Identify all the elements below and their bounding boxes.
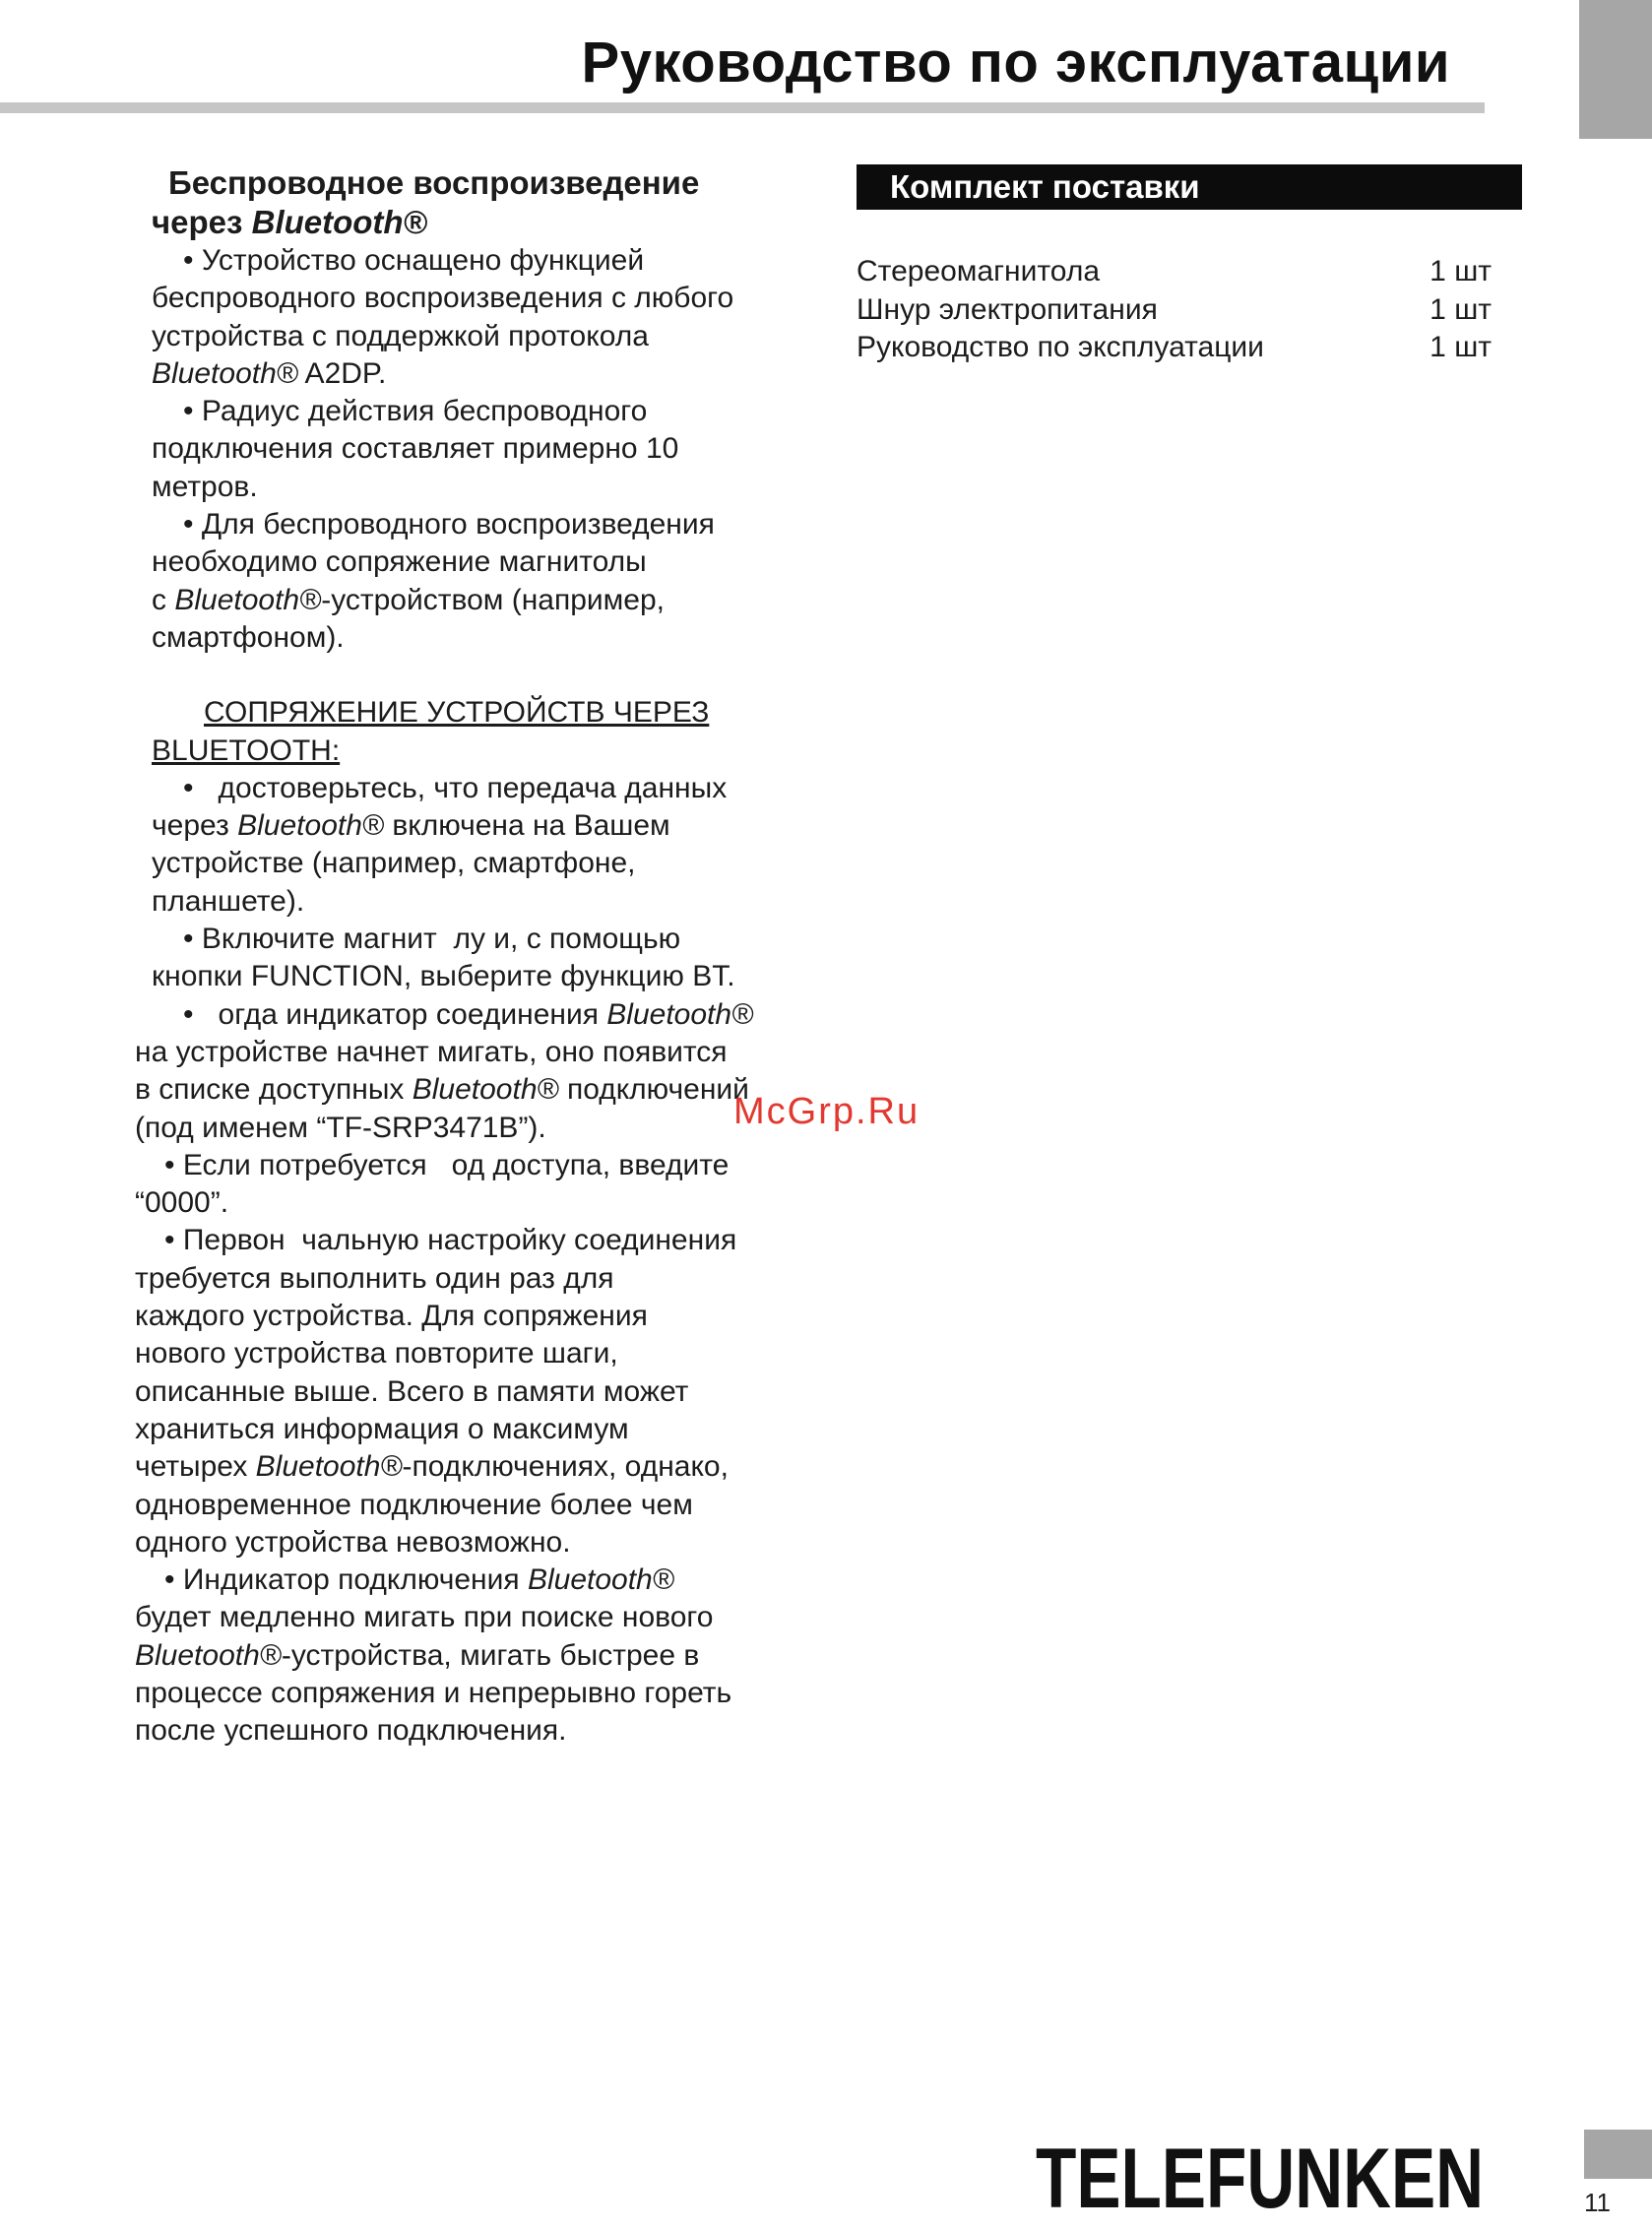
side-tab-bottom bbox=[1584, 2130, 1652, 2179]
text-line: • Если потребуется од доступа, введите bbox=[164, 1148, 730, 1181]
text-line: • Устройство оснащено функцией bbox=[183, 244, 645, 277]
text-line: будет медленно мигать при поиске нового bbox=[135, 1601, 714, 1634]
package-item bbox=[857, 291, 1522, 330]
text-fragment: подключений bbox=[558, 1073, 749, 1107]
header-divider bbox=[0, 102, 1485, 113]
text-line: кнопки FUNCTION, выберите функцию BT. bbox=[152, 960, 735, 993]
text-line: одновременное подключение более чем bbox=[135, 1488, 693, 1521]
text-line: планшете). bbox=[152, 884, 305, 918]
bluetooth-brand: Bluetooth® bbox=[606, 997, 754, 1031]
package-contents bbox=[857, 164, 1522, 367]
text-line: устройства с поддержкой протокола bbox=[152, 319, 649, 352]
bluetooth-section bbox=[135, 163, 841, 1751]
package-item bbox=[857, 253, 1522, 291]
step-select-bt bbox=[152, 921, 841, 996]
section-title-line2 bbox=[152, 203, 841, 242]
text-line bbox=[152, 807, 841, 845]
page-title: Руководство по эксплуатации bbox=[581, 31, 1450, 95]
bullet-pairing-required bbox=[152, 506, 841, 657]
text-line: подключения составляет примерно 10 bbox=[152, 432, 679, 466]
item-name: Шнур электропитания bbox=[857, 292, 1158, 326]
step-enable-bluetooth bbox=[152, 770, 841, 921]
text-fragment: четырех bbox=[135, 1450, 256, 1484]
text-fragment: включена на Вашем bbox=[384, 809, 670, 843]
text-line: • Включите магнит лу и, с помощью bbox=[183, 923, 681, 956]
pairing-heading-line2: BLUETOOTH: bbox=[152, 733, 341, 767]
package-item bbox=[857, 329, 1522, 367]
text-line bbox=[135, 1448, 841, 1486]
text-line: устройстве (например, смартфоне, bbox=[152, 847, 636, 880]
bluetooth-brand: Bluetooth® bbox=[237, 809, 384, 843]
text-line: одного устройства невозможно. bbox=[135, 1525, 571, 1559]
package-contents-heading: Комплект поставки bbox=[857, 164, 1522, 210]
text-line: беспроводного воспроизведения с любого bbox=[152, 282, 734, 315]
item-name: Руководство по эксплуатации bbox=[857, 331, 1264, 363]
section-title-line1: Беспроводное воспроизведение bbox=[168, 164, 700, 201]
step-indicator bbox=[135, 1561, 841, 1750]
text-fragment: A2DP. bbox=[297, 356, 387, 390]
page-number: 11 bbox=[1584, 2188, 1611, 2217]
text-line: • Для беспроводного воспроизведения bbox=[183, 508, 715, 542]
text-fragment: с bbox=[152, 583, 175, 616]
text-line: требуется выполнить один раз для bbox=[135, 1261, 614, 1295]
text-fragment: -устройством (например, bbox=[321, 583, 665, 616]
text-line: (под именем “TF-SRP3471B”). bbox=[135, 1111, 546, 1144]
bluetooth-brand: Bluetooth® bbox=[527, 1563, 674, 1597]
telefunken-logo bbox=[1036, 2133, 1489, 2217]
step-access-code bbox=[135, 1147, 841, 1223]
text-fragment: в списке доступных bbox=[135, 1073, 413, 1107]
watermark: McGrp.Ru bbox=[733, 1091, 921, 1132]
brand-name: TELEFUNKEN bbox=[1036, 2133, 1484, 2217]
text-line: процессе сопряжения и непрерывно гореть bbox=[135, 1676, 732, 1709]
bluetooth-brand: Bluetooth® bbox=[412, 1073, 559, 1107]
text-fragment: через bbox=[152, 809, 238, 843]
text-line: нового устройства повторите шаги, bbox=[135, 1337, 618, 1370]
item-quantity: 1 шт bbox=[1430, 255, 1492, 287]
text-line bbox=[152, 582, 841, 619]
text-line bbox=[152, 355, 841, 393]
text-line: • Радиус действия беспроводного bbox=[183, 395, 648, 428]
text-line: • Первон чальную настройку соединения bbox=[164, 1224, 737, 1257]
text-line: описанные выше. Всего в памяти может bbox=[135, 1374, 689, 1408]
side-tab-top bbox=[1579, 0, 1652, 139]
text-line bbox=[164, 1561, 841, 1599]
text-line: храниться информация о максимум bbox=[135, 1412, 629, 1445]
package-items-list bbox=[857, 253, 1522, 367]
text-fragment: • огда индикатор соединения bbox=[183, 997, 607, 1031]
text-line: на устройстве начнет мигать, оно появится bbox=[135, 1035, 728, 1068]
bluetooth-brand: Bluetooth® bbox=[255, 1450, 403, 1484]
bullet-range bbox=[152, 393, 841, 506]
title-prefix: через bbox=[152, 204, 252, 240]
text-line: каждого устройства. Для сопряжения bbox=[135, 1300, 648, 1333]
step-initial-setup bbox=[135, 1222, 841, 1561]
text-line: метров. bbox=[152, 470, 258, 503]
bluetooth-brand: Bluetooth® bbox=[135, 1638, 282, 1672]
bullet-feature bbox=[152, 242, 841, 393]
text-line bbox=[135, 1637, 841, 1675]
text-fragment: -устройства, мигать быстрее в bbox=[281, 1638, 700, 1672]
item-quantity: 1 шт bbox=[1430, 292, 1492, 326]
text-line bbox=[183, 996, 841, 1034]
bluetooth-brand: Bluetooth® bbox=[251, 204, 427, 240]
item-quantity: 1 шт bbox=[1430, 331, 1492, 363]
text-line: необходимо сопряжение магнитолы bbox=[152, 545, 647, 579]
text-line: • достоверьтесь, что передача данных bbox=[183, 771, 728, 804]
text-line: “0000”. bbox=[135, 1186, 229, 1220]
pairing-heading-line1: СОПРЯЖЕНИЕ УСТРОЙСТВ ЧЕРЕЗ bbox=[204, 696, 710, 730]
text-fragment: -подключениях, однако, bbox=[402, 1450, 729, 1484]
item-name: Стереомагнитола bbox=[857, 255, 1101, 287]
text-line: после успешного подключения. bbox=[135, 1714, 567, 1748]
bluetooth-brand: Bluetooth® bbox=[174, 583, 322, 616]
text-line: смартфоном). bbox=[152, 620, 345, 654]
text-fragment: • Индикатор подключения bbox=[164, 1563, 528, 1597]
bluetooth-brand: Bluetooth® bbox=[152, 356, 298, 390]
